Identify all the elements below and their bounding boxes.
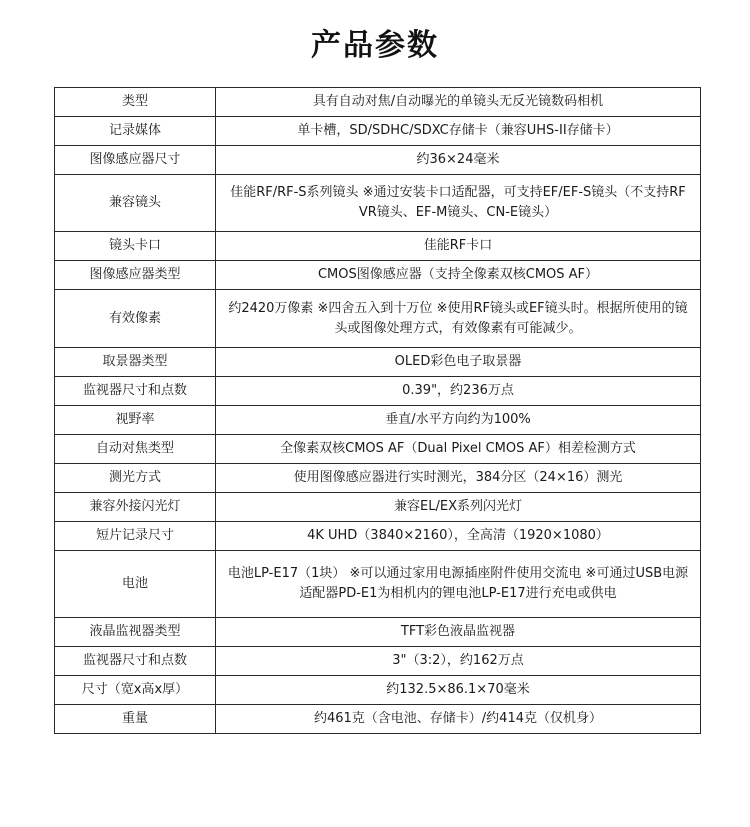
spec-row-weight — [55, 705, 701, 734]
spec-table — [54, 87, 701, 734]
spec-row-lenses — [55, 175, 701, 232]
spec-value: 全像素双核CMOS AF（Dual Pixel CMOS AF）相差检测方式 — [216, 435, 701, 464]
spec-row-flash — [55, 493, 701, 522]
spec-row-mount — [55, 232, 701, 261]
spec-value: TFT彩色液晶监视器 — [216, 618, 701, 647]
spec-row-battery — [55, 551, 701, 618]
spec-label: 监视器尺寸和点数 — [55, 377, 216, 406]
spec-row-dimensions — [55, 676, 701, 705]
spec-label: 重量 — [55, 705, 216, 734]
spec-row-metering — [55, 464, 701, 493]
spec-value: 3"（3:2），约162万点 — [216, 647, 701, 676]
spec-row-viewfinder — [55, 348, 701, 377]
spec-value: 约36×24毫米 — [216, 146, 701, 175]
spec-value: 佳能RF卡口 — [216, 232, 701, 261]
spec-row-pixels — [55, 290, 701, 348]
spec-label: 取景器类型 — [55, 348, 216, 377]
spec-row-movie-size — [55, 522, 701, 551]
spec-value: 单卡槽，SD/SDHC/SDXC存储卡（兼容UHS-II存储卡） — [216, 117, 701, 146]
spec-row-sensor-type — [55, 261, 701, 290]
spec-value: 垂直/水平方向约为100% — [216, 406, 701, 435]
spec-value: 佳能RF/RF-S系列镜头 ※通过安装卡口适配器，可支持EF/EF-S镜头（不支持RF VR镜头、EF-M镜头、CN-E镜头） — [216, 175, 701, 232]
spec-value: 4K UHD（3840×2160），全高清（1920×1080） — [216, 522, 701, 551]
spec-label: 图像感应器尺寸 — [55, 146, 216, 175]
spec-value: 约2420万像素 ※四舍五入到十万位 ※使用RF镜头或EF镜头时。根据所使用的镜头或图像处理方式，有效像素有可能减少。 — [216, 290, 701, 348]
spec-value: 具有自动对焦/自动曝光的单镜头无反光镜数码相机 — [216, 88, 701, 117]
spec-value: CMOS图像感应器（支持全像素双核CMOS AF） — [216, 261, 701, 290]
spec-label: 监视器尺寸和点数 — [55, 647, 216, 676]
spec-value: 约132.5×86.1×70毫米 — [216, 676, 701, 705]
spec-label: 测光方式 — [55, 464, 216, 493]
page-title: 产品参数 — [311, 28, 439, 63]
spec-value: 使用图像感应器进行实时测光，384分区（24×16）测光 — [216, 464, 701, 493]
spec-label: 类型 — [55, 88, 216, 117]
spec-label: 兼容镜头 — [55, 175, 216, 232]
spec-label: 短片记录尺寸 — [55, 522, 216, 551]
spec-value: 电池LP-E17（1块） ※可以通过家用电源插座附件使用交流电 ※可通过USB电源适配器PD-E1为相机内的锂电池LP-E17进行充电或供电 — [216, 551, 701, 618]
spec-row-lcd-size — [55, 647, 701, 676]
spec-row-coverage — [55, 406, 701, 435]
spec-value: 兼容EL/EX系列闪光灯 — [216, 493, 701, 522]
spec-row-sensor-size — [55, 146, 701, 175]
spec-label: 液晶监视器类型 — [55, 618, 216, 647]
spec-value: 0.39"，约236万点 — [216, 377, 701, 406]
spec-row-af-type — [55, 435, 701, 464]
spec-value: OLED彩色电子取景器 — [216, 348, 701, 377]
spec-label: 兼容外接闪光灯 — [55, 493, 216, 522]
spec-label: 尺寸（宽x高x厚） — [55, 676, 216, 705]
spec-label: 记录媒体 — [55, 117, 216, 146]
spec-label: 有效像素 — [55, 290, 216, 348]
spec-row-media — [55, 117, 701, 146]
spec-row-type — [55, 88, 701, 117]
spec-row-lcd-type — [55, 618, 701, 647]
spec-label: 图像感应器类型 — [55, 261, 216, 290]
spec-label: 镜头卡口 — [55, 232, 216, 261]
spec-label: 视野率 — [55, 406, 216, 435]
spec-label: 自动对焦类型 — [55, 435, 216, 464]
spec-row-evf-size — [55, 377, 701, 406]
spec-label: 电池 — [55, 551, 216, 618]
spec-value: 约461克（含电池、存储卡）/约414克（仅机身） — [216, 705, 701, 734]
